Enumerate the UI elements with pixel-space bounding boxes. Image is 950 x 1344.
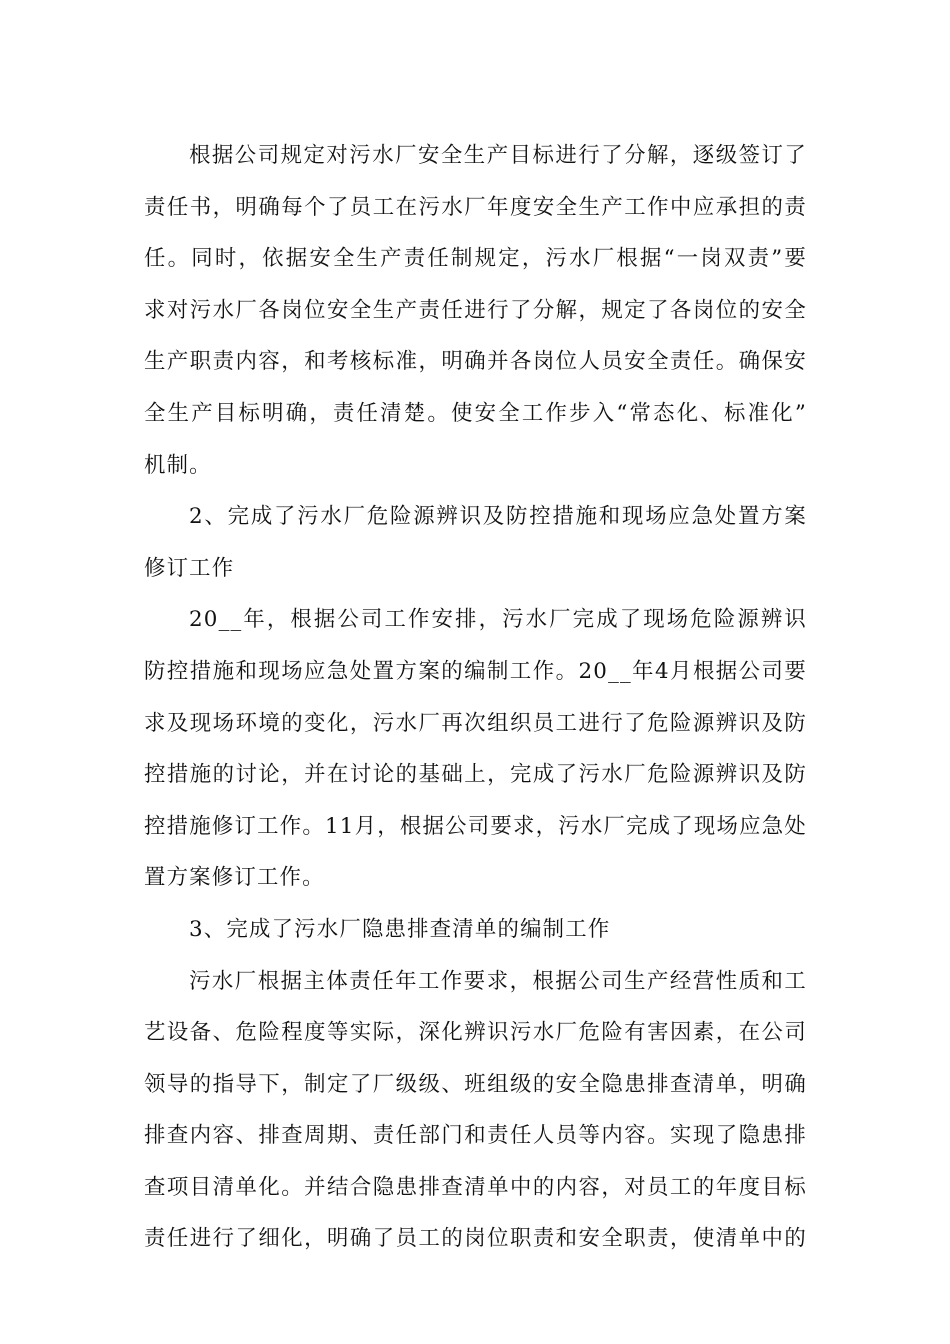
paragraph-2-line-5: 控措施修订工作。11月，根据公司要求，污水厂完成了现场应急处: [144, 813, 807, 839]
paragraph-1-line-5: 生产职责内容，和考核标准，明确并各岗位人员安全责任。确保安: [144, 349, 807, 375]
paragraph-1-line-7: 机制。: [144, 452, 212, 478]
document-body: [144, 130, 807, 1265]
paragraph-1-line-4: 求对污水厂各岗位安全生产责任进行了分解，规定了各岗位的安全: [144, 297, 807, 323]
paragraph-1-line-1: 根据公司规定对污水厂安全生产目标进行了分解，逐级签订了: [189, 143, 807, 168]
paragraph-2-line-1: 20__年，根据公司工作安排，污水厂完成了现场危险源辨识: [189, 607, 807, 633]
paragraph-1-line-3: 任。同时，依据安全生产责任制规定，污水厂根据“一岗双责”要: [144, 246, 807, 272]
paragraph-3-line-1: 污水厂根据主体责任年工作要求，根据公司生产经营性质和工: [189, 968, 807, 994]
section-3-heading: 3、完成了污水厂隐患排查清单的编制工作: [189, 916, 611, 942]
paragraph-2-line-3: 求及现场环境的变化，污水厂再次组织员工进行了危险源辨识及防: [144, 710, 807, 736]
paragraph-1-line-2: 责任书，明确每个了员工在污水厂年度安全生产工作中应承担的责: [144, 194, 807, 220]
paragraph-2-line-4: 控措施的讨论，并在讨论的基础上，完成了污水厂危险源辨识及防: [144, 762, 807, 788]
paragraph-2-line-6: 置方案修订工作。: [144, 865, 325, 891]
paragraph-3-line-5: 查项目清单化。并结合隐患排查清单中的内容，对员工的年度目标: [144, 1174, 807, 1200]
paragraph-1-line-6: 全生产目标明确，责任清楚。使安全工作步入“常态化、标准化”: [144, 400, 807, 426]
paragraph-3-line-2: 艺设备、危险程度等实际，深化辨识污水厂危险有害因素，在公司: [144, 1020, 807, 1046]
paragraph-2-line-2: 防控措施和现场应急处置方案的编制工作。20__年4月根据公司要: [144, 658, 807, 684]
section-2-heading-line-1: 2、完成了污水厂危险源辨识及防控措施和现场应急处置方案: [189, 504, 807, 530]
section-2-heading-line-2: 修订工作: [144, 555, 235, 581]
paragraph-3-line-3: 领导的指导下，制定了厂级级、班组级的安全隐患排查清单，明确: [144, 1071, 807, 1097]
paragraph-3-line-6: 责任进行了细化，明确了员工的岗位职责和安全职责，使清单中的: [144, 1226, 807, 1252]
paragraph-3-line-4: 排查内容、排查周期、责任部门和责任人员等内容。实现了隐患排: [144, 1123, 807, 1149]
